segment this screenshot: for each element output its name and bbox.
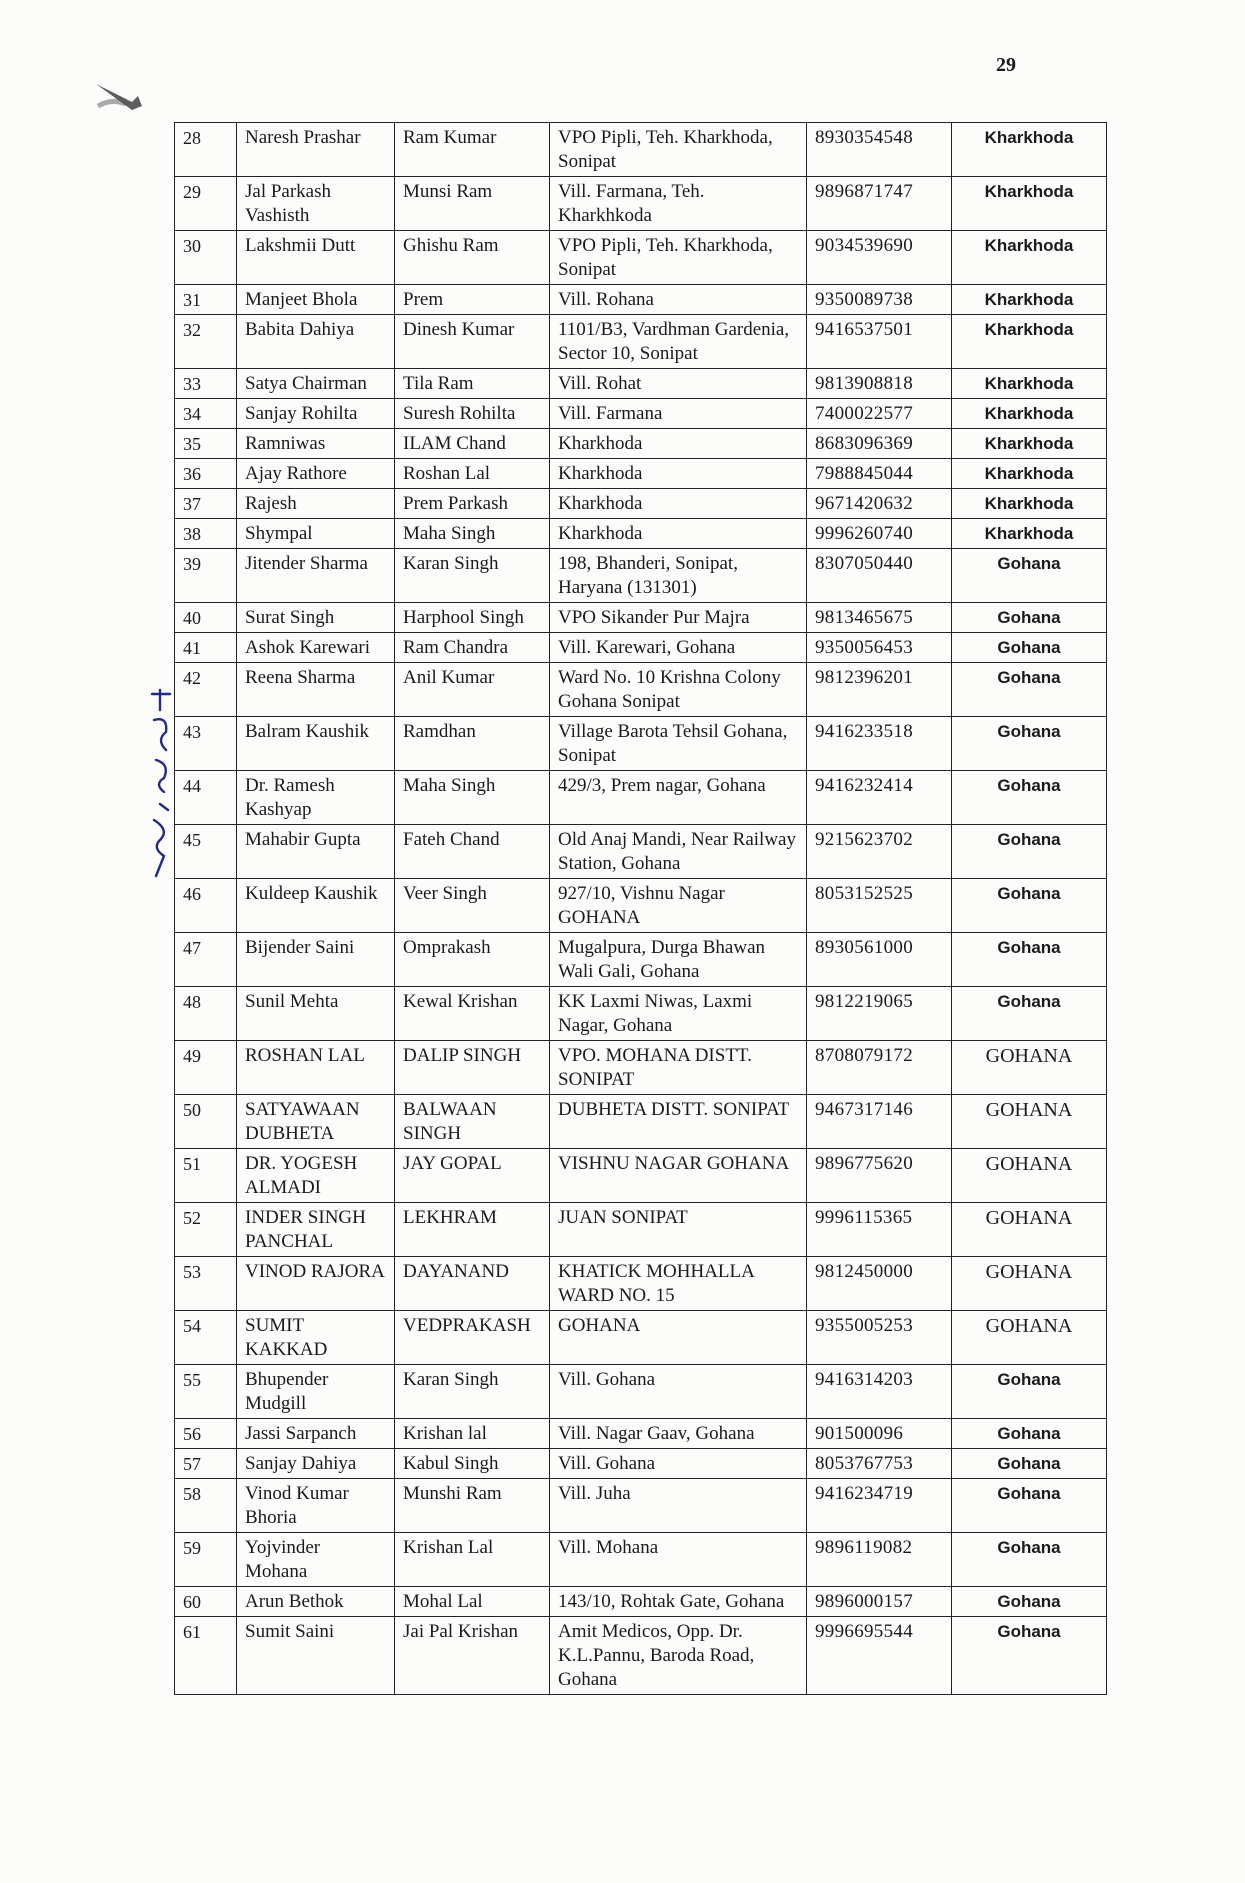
table-row (175, 1479, 1107, 1533)
table-row (175, 519, 1107, 549)
table-row (175, 633, 1107, 663)
father-name-cell: Mohal Lal (395, 1587, 550, 1617)
serial-number-cell: 46 (175, 879, 237, 933)
serial-number-cell: 60 (175, 1587, 237, 1617)
area-cell: Gohana (952, 1479, 1107, 1533)
father-name-cell: BALWAAN SINGH (395, 1095, 550, 1149)
area-cell: GOHANA (952, 1041, 1107, 1095)
area-cell: Gohana (952, 933, 1107, 987)
mobile-number-cell: 9350089738 (807, 285, 952, 315)
table-row (175, 771, 1107, 825)
mobile-number-cell: 9812396201 (807, 663, 952, 717)
mobile-number-cell: 9416232414 (807, 771, 952, 825)
page-number: 29 (996, 54, 1016, 76)
father-name-cell: Harphool Singh (395, 603, 550, 633)
father-name-cell: Krishan Lal (395, 1533, 550, 1587)
name-cell: Satya Chairman (237, 369, 395, 399)
serial-number-cell: 45 (175, 825, 237, 879)
address-cell: DUBHETA DISTT. SONIPAT (550, 1095, 807, 1149)
mobile-number-cell: 9416537501 (807, 315, 952, 369)
father-name-cell: Kewal Krishan (395, 987, 550, 1041)
area-cell: Gohana (952, 549, 1107, 603)
address-cell: Vill. Rohana (550, 285, 807, 315)
serial-number-cell: 36 (175, 459, 237, 489)
father-name-cell: LEKHRAM (395, 1203, 550, 1257)
name-cell: Arun Bethok (237, 1587, 395, 1617)
serial-number-cell: 54 (175, 1311, 237, 1365)
name-cell: Sumit Saini (237, 1617, 395, 1695)
address-cell: 927/10, Vishnu Nagar GOHANA (550, 879, 807, 933)
name-cell: Naresh Prashar (237, 123, 395, 177)
name-cell: INDER SINGH PANCHAL (237, 1203, 395, 1257)
father-name-cell: Maha Singh (395, 519, 550, 549)
name-cell: Sunil Mehta (237, 987, 395, 1041)
table-row (175, 1203, 1107, 1257)
table-row (175, 285, 1107, 315)
area-cell: GOHANA (952, 1311, 1107, 1365)
address-cell: Vill. Farmana, Teh. Kharkhkoda (550, 177, 807, 231)
name-cell: Kuldeep Kaushik (237, 879, 395, 933)
serial-number-cell: 30 (175, 231, 237, 285)
father-name-cell: DALIP SINGH (395, 1041, 550, 1095)
address-cell: Vill. Gohana (550, 1449, 807, 1479)
mobile-number-cell: 8708079172 (807, 1041, 952, 1095)
mobile-number-cell: 901500096 (807, 1419, 952, 1449)
area-cell: Kharkhoda (952, 231, 1107, 285)
table-row (175, 429, 1107, 459)
name-cell: Ajay Rathore (237, 459, 395, 489)
address-cell: Kharkhoda (550, 459, 807, 489)
area-cell: Kharkhoda (952, 177, 1107, 231)
table-row (175, 879, 1107, 933)
table-row (175, 1365, 1107, 1419)
address-cell: 1101/B3, Vardhman Gardenia, Sector 10, Sonipat (550, 315, 807, 369)
table-row (175, 1587, 1107, 1617)
mobile-number-cell: 8683096369 (807, 429, 952, 459)
table-row (175, 123, 1107, 177)
table-row (175, 315, 1107, 369)
table-row (175, 603, 1107, 633)
serial-number-cell: 56 (175, 1419, 237, 1449)
address-cell: GOHANA (550, 1311, 807, 1365)
father-name-cell: ILAM Chand (395, 429, 550, 459)
name-cell: Manjeet Bhola (237, 285, 395, 315)
area-cell: Gohana (952, 987, 1107, 1041)
name-cell: Mahabir Gupta (237, 825, 395, 879)
address-cell: JUAN SONIPAT (550, 1203, 807, 1257)
serial-number-cell: 37 (175, 489, 237, 519)
father-name-cell: Suresh Rohilta (395, 399, 550, 429)
address-cell: Vill. Juha (550, 1479, 807, 1533)
serial-number-cell: 47 (175, 933, 237, 987)
father-name-cell: VEDPRAKASH (395, 1311, 550, 1365)
mobile-number-cell: 9416234719 (807, 1479, 952, 1533)
name-cell: Bhupender Mudgill (237, 1365, 395, 1419)
father-name-cell: Roshan Lal (395, 459, 550, 489)
serial-number-cell: 33 (175, 369, 237, 399)
address-cell: 429/3, Prem nagar, Gohana (550, 771, 807, 825)
address-cell: Vill. Nagar Gaav, Gohana (550, 1419, 807, 1449)
area-cell: Gohana (952, 603, 1107, 633)
mobile-number-cell: 9813908818 (807, 369, 952, 399)
table-row (175, 1419, 1107, 1449)
name-cell: Jal Parkash Vashisth (237, 177, 395, 231)
father-name-cell: Veer Singh (395, 879, 550, 933)
father-name-cell: Dinesh Kumar (395, 315, 550, 369)
area-cell: Gohana (952, 1587, 1107, 1617)
name-cell: DR. YOGESH ALMADI (237, 1149, 395, 1203)
name-cell: Babita Dahiya (237, 315, 395, 369)
address-cell: VPO Sikander Pur Majra (550, 603, 807, 633)
mobile-number-cell: 7400022577 (807, 399, 952, 429)
father-name-cell: Ramdhan (395, 717, 550, 771)
address-cell: Vill. Karewari, Gohana (550, 633, 807, 663)
address-cell: VPO Pipli, Teh. Kharkhoda, Sonipat (550, 123, 807, 177)
name-cell: Jassi Sarpanch (237, 1419, 395, 1449)
area-cell: Kharkhoda (952, 399, 1107, 429)
serial-number-cell: 51 (175, 1149, 237, 1203)
serial-number-cell: 55 (175, 1365, 237, 1419)
table-row (175, 1041, 1107, 1095)
address-cell: VISHNU NAGAR GOHANA (550, 1149, 807, 1203)
father-name-cell: Krishan lal (395, 1419, 550, 1449)
mobile-number-cell: 9416233518 (807, 717, 952, 771)
mobile-number-cell: 9813465675 (807, 603, 952, 633)
serial-number-cell: 52 (175, 1203, 237, 1257)
name-cell: Surat Singh (237, 603, 395, 633)
area-cell: GOHANA (952, 1203, 1107, 1257)
mobile-number-cell: 7988845044 (807, 459, 952, 489)
area-cell: Gohana (952, 771, 1107, 825)
staple-mark-icon (92, 76, 152, 116)
area-cell: Kharkhoda (952, 429, 1107, 459)
father-name-cell: Fateh Chand (395, 825, 550, 879)
mobile-number-cell: 9996695544 (807, 1617, 952, 1695)
area-cell: Kharkhoda (952, 315, 1107, 369)
address-cell: KHATICK MOHHALLA WARD NO. 15 (550, 1257, 807, 1311)
mobile-number-cell: 9896775620 (807, 1149, 952, 1203)
area-cell: Gohana (952, 1419, 1107, 1449)
area-cell: Gohana (952, 1365, 1107, 1419)
serial-number-cell: 32 (175, 315, 237, 369)
mobile-number-cell: 8930561000 (807, 933, 952, 987)
name-cell: SUMIT KAKKAD (237, 1311, 395, 1365)
mobile-number-cell: 9416314203 (807, 1365, 952, 1419)
area-cell: Gohana (952, 633, 1107, 663)
table-row (175, 459, 1107, 489)
father-name-cell: JAY GOPAL (395, 1149, 550, 1203)
address-cell: Vill. Rohat (550, 369, 807, 399)
table-row (175, 1311, 1107, 1365)
address-cell: Kharkhoda (550, 489, 807, 519)
mobile-number-cell: 8053152525 (807, 879, 952, 933)
table-row (175, 1257, 1107, 1311)
table-row (175, 177, 1107, 231)
mobile-number-cell: 9996115365 (807, 1203, 952, 1257)
area-cell: GOHANA (952, 1149, 1107, 1203)
mobile-number-cell: 9896119082 (807, 1533, 952, 1587)
address-cell: VPO. MOHANA DISTT. SONIPAT (550, 1041, 807, 1095)
serial-number-cell: 29 (175, 177, 237, 231)
area-cell: Gohana (952, 879, 1107, 933)
mobile-number-cell: 9350056453 (807, 633, 952, 663)
address-cell: 198, Bhanderi, Sonipat, Haryana (131301) (550, 549, 807, 603)
area-cell: Gohana (952, 1617, 1107, 1695)
table-row (175, 987, 1107, 1041)
area-cell: Kharkhoda (952, 489, 1107, 519)
table-row (175, 231, 1107, 285)
father-name-cell: Omprakash (395, 933, 550, 987)
table-row (175, 1533, 1107, 1587)
name-cell: Vinod Kumar Bhoria (237, 1479, 395, 1533)
serial-number-cell: 31 (175, 285, 237, 315)
serial-number-cell: 61 (175, 1617, 237, 1695)
serial-number-cell: 49 (175, 1041, 237, 1095)
mobile-number-cell: 9671420632 (807, 489, 952, 519)
serial-number-cell: 43 (175, 717, 237, 771)
name-cell: ROSHAN LAL (237, 1041, 395, 1095)
address-cell: VPO Pipli, Teh. Kharkhoda, Sonipat (550, 231, 807, 285)
serial-number-cell: 40 (175, 603, 237, 633)
name-cell: Sanjay Dahiya (237, 1449, 395, 1479)
serial-number-cell: 42 (175, 663, 237, 717)
mobile-number-cell: 9034539690 (807, 231, 952, 285)
area-cell: Kharkhoda (952, 459, 1107, 489)
mobile-number-cell: 8307050440 (807, 549, 952, 603)
table-row (175, 1617, 1107, 1695)
area-cell: GOHANA (952, 1095, 1107, 1149)
table-row (175, 399, 1107, 429)
address-cell: Village Barota Tehsil Gohana, Sonipat (550, 717, 807, 771)
father-name-cell: Munsi Ram (395, 177, 550, 231)
mobile-number-cell: 9215623702 (807, 825, 952, 879)
table-row (175, 663, 1107, 717)
serial-number-cell: 50 (175, 1095, 237, 1149)
serial-number-cell: 53 (175, 1257, 237, 1311)
father-name-cell: Ram Kumar (395, 123, 550, 177)
serial-number-cell: 28 (175, 123, 237, 177)
serial-number-cell: 34 (175, 399, 237, 429)
name-cell: Bijender Saini (237, 933, 395, 987)
father-name-cell: Prem Parkash (395, 489, 550, 519)
serial-number-cell: 41 (175, 633, 237, 663)
address-cell: Vill. Gohana (550, 1365, 807, 1419)
table-row (175, 1095, 1107, 1149)
address-cell: Vill. Farmana (550, 399, 807, 429)
father-name-cell: Prem (395, 285, 550, 315)
mobile-number-cell: 9812450000 (807, 1257, 952, 1311)
name-cell: Jitender Sharma (237, 549, 395, 603)
table-row (175, 825, 1107, 879)
serial-number-cell: 48 (175, 987, 237, 1041)
area-cell: Kharkhoda (952, 369, 1107, 399)
address-cell: Kharkhoda (550, 429, 807, 459)
serial-number-cell: 44 (175, 771, 237, 825)
address-cell: Mugalpura, Durga Bhawan Wali Gali, Gohana (550, 933, 807, 987)
mobile-number-cell: 9996260740 (807, 519, 952, 549)
area-cell: Gohana (952, 663, 1107, 717)
mobile-number-cell: 9355005253 (807, 1311, 952, 1365)
serial-number-cell: 57 (175, 1449, 237, 1479)
area-cell: Gohana (952, 1533, 1107, 1587)
serial-number-cell: 35 (175, 429, 237, 459)
serial-number-cell: 38 (175, 519, 237, 549)
mobile-number-cell: 9896871747 (807, 177, 952, 231)
name-cell: SATYAWAAN DUBHETA (237, 1095, 395, 1149)
father-name-cell: Anil Kumar (395, 663, 550, 717)
name-cell: Lakshmii Dutt (237, 231, 395, 285)
name-cell: Balram Kaushik (237, 717, 395, 771)
serial-number-cell: 58 (175, 1479, 237, 1533)
father-name-cell: Ram Chandra (395, 633, 550, 663)
table-row (175, 933, 1107, 987)
name-cell: Ashok Karewari (237, 633, 395, 663)
mobile-number-cell: 9812219065 (807, 987, 952, 1041)
table-row (175, 1149, 1107, 1203)
father-name-cell: Kabul Singh (395, 1449, 550, 1479)
area-cell: Kharkhoda (952, 123, 1107, 177)
father-name-cell: Maha Singh (395, 771, 550, 825)
name-cell: VINOD RAJORA (237, 1257, 395, 1311)
father-name-cell: Jai Pal Krishan (395, 1617, 550, 1695)
father-name-cell: Karan Singh (395, 1365, 550, 1419)
address-cell: Vill. Mohana (550, 1533, 807, 1587)
table-row (175, 717, 1107, 771)
address-cell: Ward No. 10 Krishna Colony Gohana Sonipat (550, 663, 807, 717)
area-cell: Gohana (952, 717, 1107, 771)
name-cell: Reena Sharma (237, 663, 395, 717)
area-cell: Gohana (952, 825, 1107, 879)
father-name-cell: Ghishu Ram (395, 231, 550, 285)
mobile-number-cell: 8053767753 (807, 1449, 952, 1479)
serial-number-cell: 59 (175, 1533, 237, 1587)
father-name-cell: Tila Ram (395, 369, 550, 399)
area-cell: Gohana (952, 1449, 1107, 1479)
address-cell: Old Anaj Mandi, Near Railway Station, Gohana (550, 825, 807, 879)
table-row (175, 369, 1107, 399)
name-cell: Yojvinder Mohana (237, 1533, 395, 1587)
father-name-cell: Munshi Ram (395, 1479, 550, 1533)
mobile-number-cell: 9896000157 (807, 1587, 952, 1617)
area-cell: Kharkhoda (952, 285, 1107, 315)
father-name-cell: DAYANAND (395, 1257, 550, 1311)
contact-roster-table (174, 122, 1107, 1695)
mobile-number-cell: 8930354548 (807, 123, 952, 177)
mobile-number-cell: 9467317146 (807, 1095, 952, 1149)
table-row (175, 1449, 1107, 1479)
roster-body (175, 123, 1107, 1695)
address-cell: Kharkhoda (550, 519, 807, 549)
name-cell: Ramniwas (237, 429, 395, 459)
area-cell: GOHANA (952, 1257, 1107, 1311)
name-cell: Sanjay Rohilta (237, 399, 395, 429)
area-cell: Kharkhoda (952, 519, 1107, 549)
serial-number-cell: 39 (175, 549, 237, 603)
address-cell: 143/10, Rohtak Gate, Gohana (550, 1587, 807, 1617)
father-name-cell: Karan Singh (395, 549, 550, 603)
address-cell: KK Laxmi Niwas, Laxmi Nagar, Gohana (550, 987, 807, 1041)
name-cell: Shympal (237, 519, 395, 549)
name-cell: Rajesh (237, 489, 395, 519)
address-cell: Amit Medicos, Opp. Dr. K.L.Pannu, Baroda Road, Gohana (550, 1617, 807, 1695)
table-row (175, 549, 1107, 603)
name-cell: Dr. Ramesh Kashyap (237, 771, 395, 825)
table-row (175, 489, 1107, 519)
